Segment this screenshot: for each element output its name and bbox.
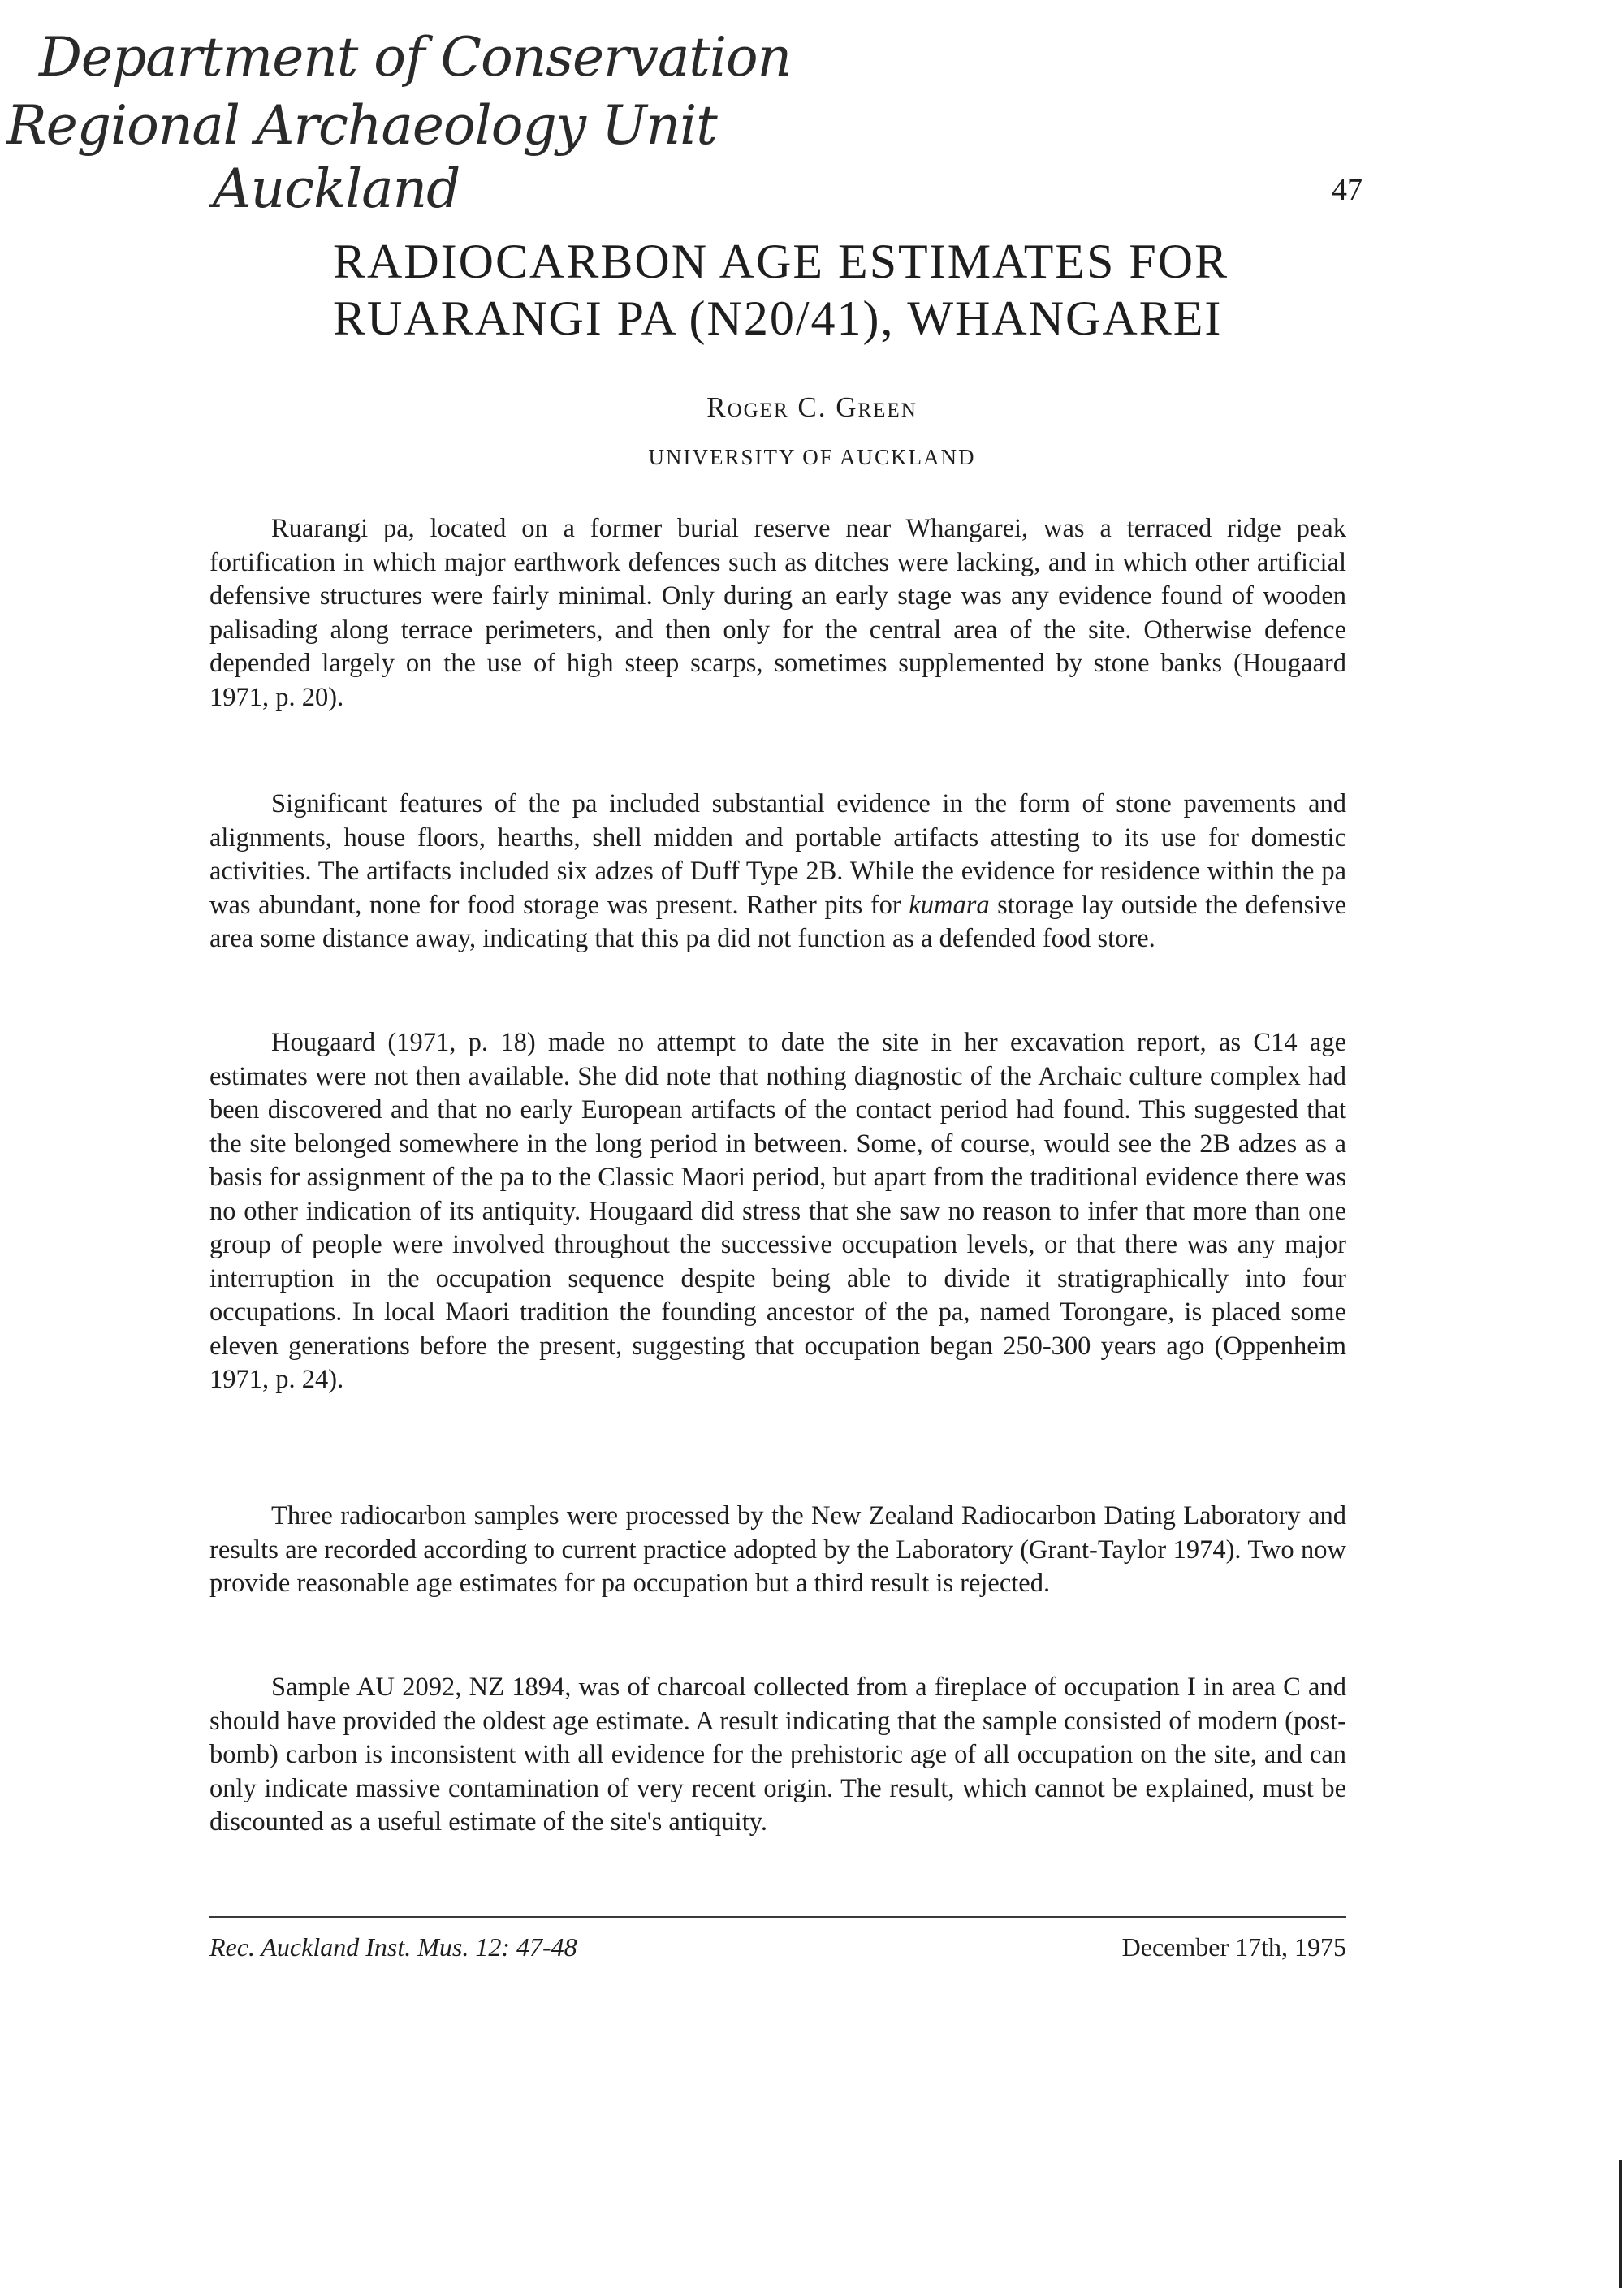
kumara-term: kumara	[909, 890, 990, 920]
body-paragraph-4: Three radiocarbon samples were processed by the New Zealand Radiocarbon Dating Laboratory and results are recorded according to current practice adopted by the Laboratory (Grant-Taylor 1974). Two now provide reasonable age estimates for pa occupation but a third result is rejected.	[209, 1501, 1346, 1598]
footer-divider	[209, 1916, 1346, 1918]
paragraph-2-text-start: Significant features of the pa included substantial evidence in the form of stone pavements and alignments, house floors, hearths, shell midden and portable artifacts attesting to its use for domestic activities. The artifacts included six adzes of Duff Type 2B. While the evidence for residence within the pa was abundant, none for food storage was present. Rather pits for	[209, 789, 1346, 920]
body-paragraph-1: Ruarangi pa, located on a former burial reserve near Whangarei, was a terraced ridge peak fortification in which major earthwork defences such as ditches were lacking, and in which other artificial defensive structures were fairly minimal. Only during an early stage was any evidence found of wooden palisading along terrace perimeters, and then only for the central area of the site. Otherwise defence depended largely on the use of high steep scarps, sometimes supplemented by stone banks (Hougaard 1971, p. 20).	[209, 514, 1346, 712]
author-affiliation: UNIVERSITY OF AUCKLAND	[648, 445, 976, 469]
author-name: Roger C. Green	[706, 391, 918, 423]
scan-edge-mark	[1619, 2160, 1622, 2288]
journal-citation: Rec. Auckland Inst. Mus. 12: 47-48	[209, 1932, 577, 1962]
publication-date: December 17th, 1975	[1121, 1932, 1346, 1962]
paragraph-2-text-end: storage lay outside the defensive area some distance away, indicating that this pa did not function as a defended food store.	[209, 890, 1346, 953]
body-paragraph-3: Hougaard (1971, p. 18) made no attempt to date the site in her excavation report, as C14 age estimates were not then available. She did note that nothing diagnostic of the Archaic culture complex had been discovered and that no early European artifacts of the contact period had found. This suggested that the site belonged somewhere in the long period in between. Some, of course, would see the 2B adzes as a basis for assignment of the pa to the Classic Maori period, but apart from the traditional evidence there was no other indication of its antiquity. Hougaard did stress that she saw no reason to infer that more than one group of people were involved throughout the successive occupation levels, or that there was any major interruption in the occupation sequence despite being able to divide it stratigraphically into four occupations. In local Maori tradition the founding ancestor of the pa, named Torongare, is placed some eleven generations before the present, suggesting that occupation began 250-300 years ago (Oppenheim 1971, p. 24).	[209, 1028, 1346, 1394]
stamp-line-unit: Regional Archaeology Unit	[6, 94, 717, 157]
body-paragraph-5: Sample AU 2092, NZ 1894, was of charcoal collected from a fireplace of occupation I in area C and should have provided the oldest age estimate. A result indicating that the sample consisted of modern (post-bomb) carbon is inconsistent with all evidence for the prehistoric age of all occupation on the site, and can only indicate massive contamination of very recent origin. The result, which cannot be explained, must be discounted as a useful estimate of the site's antiquity.	[209, 1673, 1346, 1837]
body-paragraph-2	[209, 788, 1346, 956]
page-number: 47	[1332, 173, 1363, 207]
stamp-line-department: Department of Conservation	[39, 26, 792, 88]
stamp-line-location: Auckland	[213, 158, 460, 220]
article-title-line-2: RUARANGI PA (N20/41), WHANGAREI	[333, 291, 1223, 345]
article-title-line-1: RADIOCARBON AGE ESTIMATES FOR	[333, 235, 1229, 288]
